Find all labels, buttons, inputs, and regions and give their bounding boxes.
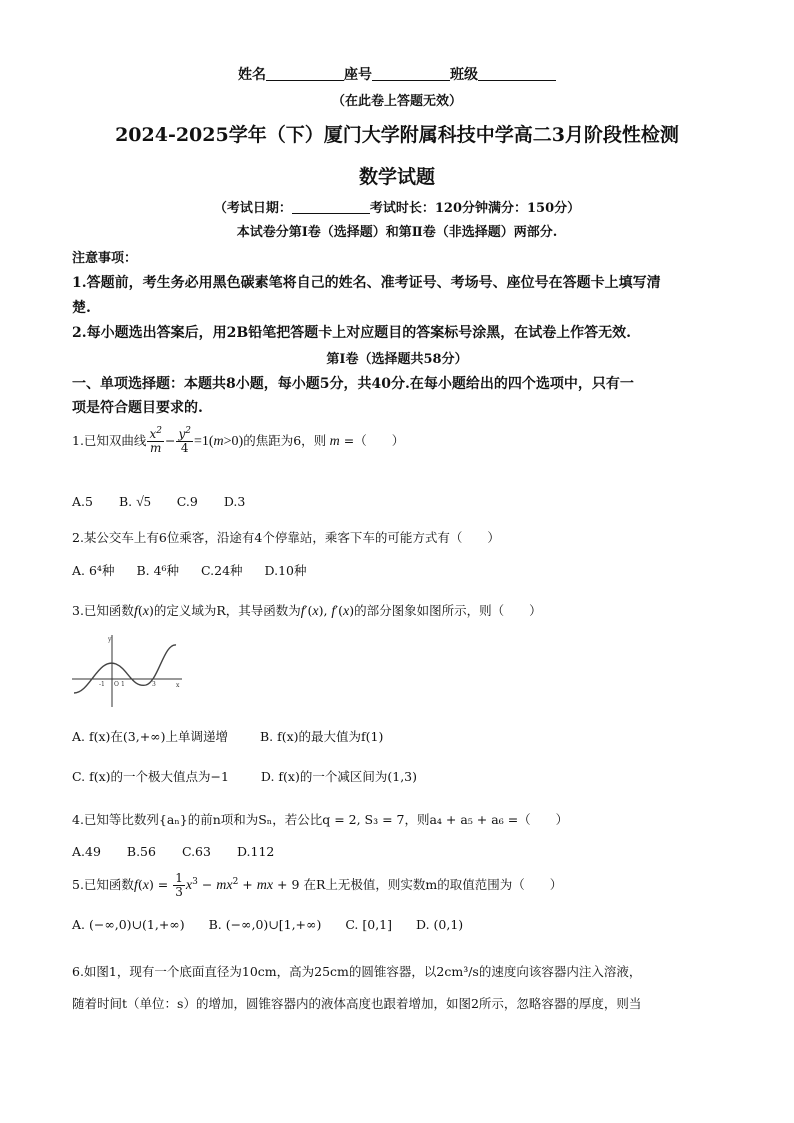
q5-prefix: 5.已知函数	[72, 877, 134, 892]
instruction-2: 2.每小题选出答案后，用2B铅笔把答题卡上对应题目的答案标号涂黑，在试卷上作答无效.	[72, 325, 632, 341]
q5-option-c[interactable]: C. [0,1]	[345, 917, 393, 932]
q2-option-a[interactable]: A. 6⁴种	[72, 563, 115, 578]
q1-prefix: 1.已知双曲线	[72, 433, 147, 448]
derivative-graph	[72, 633, 184, 707]
graph-origin-label: O	[114, 681, 119, 688]
graph-one-label: 1	[121, 681, 125, 688]
page-subtitle: 数学试题	[358, 166, 435, 188]
q5-option-d[interactable]: D. (0,1)	[416, 917, 464, 932]
q4-option-a[interactable]: A.49	[72, 844, 101, 859]
q4-option-d[interactable]: D.112	[236, 844, 275, 859]
q2-option-c[interactable]: C.24种	[201, 563, 243, 578]
q2-option-b[interactable]: B. 4⁶种	[136, 563, 180, 578]
instruction-1-line1: 1.答题前，考生务必用黑色碳素笔将自己的姓名、准考证号、考场号、座位号在答题卡上填写清	[72, 275, 661, 291]
q3-option-d[interactable]: D. f(x)的一个减区间为(1,3)	[260, 769, 417, 784]
class-blank[interactable]	[478, 66, 556, 81]
q2-options	[72, 561, 306, 579]
q1-suffix: （ ）	[354, 433, 405, 448]
q1-option-b[interactable]: B. √5	[118, 494, 151, 510]
seat-label: 座号	[344, 67, 372, 83]
question-2: 2.某公交车上有6位乘客，沿途有4个停靠站，乘客下车的可能方式有（ ）	[72, 530, 500, 545]
q3-mid: 的定义域为R，其导函数为	[153, 603, 301, 618]
q5-option-b[interactable]: B. (−∞,0)∪[1,+∞)	[208, 917, 322, 932]
q1-option-a[interactable]: A.5	[72, 494, 93, 509]
graph-y-label: y	[108, 636, 112, 643]
section1-title: 第Ⅰ卷（选择题共58分）	[326, 352, 468, 367]
student-info-line	[0, 64, 794, 84]
question-6-line1: 6.如图1，现有一个底面直径为10cm，高为25cm的圆锥容器，以2cm³/s的速度向该容器内注入溶液，	[72, 964, 642, 979]
exam-info	[0, 197, 794, 216]
question-5: 5.已知函数f(x) = $\frac{1}{3}$ $x^3 - mx^2$ + mx + 9 在R上无极值，则实数m的取值范围为（ ）	[72, 871, 563, 899]
q3-suffix: 的部分图象如图所示，则（ ）	[354, 603, 542, 618]
q1-fraction-y: $\frac{y^2}{4}$	[178, 426, 191, 455]
q5-fraction: $\frac{1}{3}$	[175, 871, 183, 899]
question-6-line2: 随着时间t（单位：s）的增加，圆锥容器内的液体高度也跟着增加，如图2所示，忽略容器的厚度，则当	[72, 996, 642, 1011]
section1-intro-line1: 一、单项选择题：本题共8小题，每小题5分，共40分.在每小题给出的四个选项中，只有一	[72, 376, 634, 392]
page-title: 2024-2025学年（下）厦门大学附属科技中学高二3月阶段性检测	[115, 124, 679, 146]
graph-neg1-label: -1	[99, 681, 105, 688]
exam-date-label: （考试日期：	[213, 201, 292, 216]
section1-intro-line2: 项是符合题目要求的.	[72, 400, 203, 416]
question-1: 1.已知双曲线 $\frac{x^2}{m}$ − $\frac{y^2}{4}$ =1(m>0)的焦距为6，则 m =（ ）	[72, 426, 405, 455]
seat-blank[interactable]	[372, 66, 450, 81]
q3-option-a[interactable]: A. f(x)在(3,+∞)上单调递增	[72, 729, 228, 744]
q5-option-a[interactable]: A. (−∞,0)∪(1,+∞)	[72, 917, 185, 932]
question-3: 3.已知函数f(x)的定义域为R，其导函数为f′(x), f′(x)的部分图象如图所示，则（ ）	[72, 603, 542, 619]
q5-suffix: 在R上无极值，则实数m的取值范围为（ ）	[303, 877, 563, 892]
q1-fraction-x: $\frac{x^2}{m}$	[149, 426, 162, 455]
q4-options	[72, 844, 274, 859]
instruction-1-line2: 楚.	[72, 300, 91, 316]
question-4: 4.已知等比数列{aₙ}的前n项和为Sₙ，若公比q = 2, S₃ = 7，则a₄ + a₅ + a₆ =（ ）	[72, 812, 569, 827]
graph-x-label: x	[176, 682, 180, 689]
exam-time: 考试时长：120分钟满分：150分）	[369, 201, 581, 216]
q2-option-d[interactable]: D.10种	[264, 563, 307, 578]
q3-options-row1	[72, 727, 383, 745]
invalid-notice: （在此卷上答题无效）	[331, 94, 462, 109]
q4-option-c[interactable]: C.63	[181, 844, 211, 859]
graph-three-label: 3	[152, 681, 156, 688]
q3-prefix: 3.已知函数	[72, 603, 134, 618]
name-blank[interactable]	[266, 66, 344, 81]
name-label: 姓名	[238, 67, 266, 83]
instructions-heading: 注意事项：	[72, 251, 138, 266]
q5-options	[72, 917, 463, 932]
q1-condition: 的焦距为6，则	[243, 433, 327, 448]
exam-date-blank[interactable]	[292, 199, 370, 214]
q3-options-row2	[72, 767, 417, 785]
q3-option-b[interactable]: B. f(x)的最大值为f(1)	[259, 729, 384, 744]
exam-parts: 本试卷分第Ⅰ卷（选择题）和第Ⅱ卷（非选择题）两部分.	[236, 225, 558, 240]
q4-option-b[interactable]: B.56	[126, 844, 156, 859]
q1-options	[72, 494, 245, 511]
q1-option-c[interactable]: C.9	[176, 494, 198, 509]
q1-option-d[interactable]: D.3	[223, 494, 246, 509]
q3-option-c[interactable]: C. f(x)的一个极大值点为−1	[72, 769, 229, 784]
class-label: 班级	[450, 67, 478, 83]
